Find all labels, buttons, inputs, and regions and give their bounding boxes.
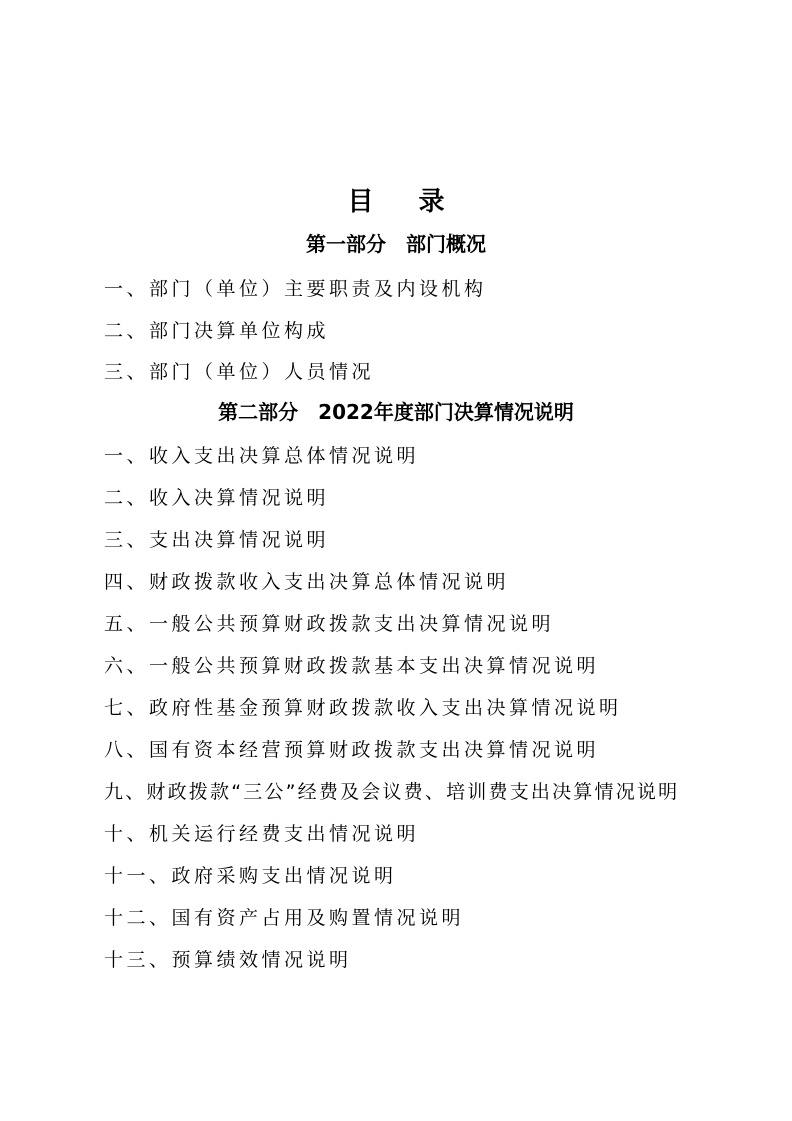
- toc-item[interactable]: 五、一般公共预算财政拨款支出决算情况说明: [104, 613, 555, 635]
- toc-item[interactable]: 一、收入支出决算总体情况说明: [104, 445, 420, 467]
- toc-item[interactable]: 四、财政拨款收入支出决算总体情况说明: [104, 571, 510, 593]
- toc-item[interactable]: 二、部门决算单位构成: [104, 320, 330, 342]
- toc-item[interactable]: 二、收入决算情况说明: [104, 487, 330, 509]
- toc-item[interactable]: 十三、预算绩效情况说明: [104, 949, 352, 971]
- toc-item[interactable]: 一、部门（单位）主要职责及内设机构: [104, 278, 487, 300]
- toc-item[interactable]: 十、机关运行经费支出情况说明: [104, 823, 420, 845]
- toc-item[interactable]: 十一、政府采购支出情况说明: [104, 865, 397, 887]
- part2-heading: 第二部分 2022年度部门决算情况说明: [218, 400, 574, 424]
- toc-item[interactable]: 三、支出决算情况说明: [104, 529, 330, 551]
- toc-item[interactable]: 七、政府性基金预算财政拨款收入支出决算情况说明: [104, 697, 622, 719]
- toc-item[interactable]: 十二、国有资产占用及购置情况说明: [104, 907, 465, 929]
- toc-item[interactable]: 八、国有资本经营预算财政拨款支出决算情况说明: [104, 739, 600, 761]
- toc-item[interactable]: 九、财政拨款“三公”经费及会议费、培训费支出决算情况说明: [104, 781, 680, 803]
- toc-item[interactable]: 六、一般公共预算财政拨款基本支出决算情况说明: [104, 655, 600, 677]
- page-title: 目 录: [347, 187, 463, 217]
- toc-item[interactable]: 三、部门（单位）人员情况: [104, 361, 375, 383]
- part1-heading: 第一部分 部门概况: [306, 232, 486, 256]
